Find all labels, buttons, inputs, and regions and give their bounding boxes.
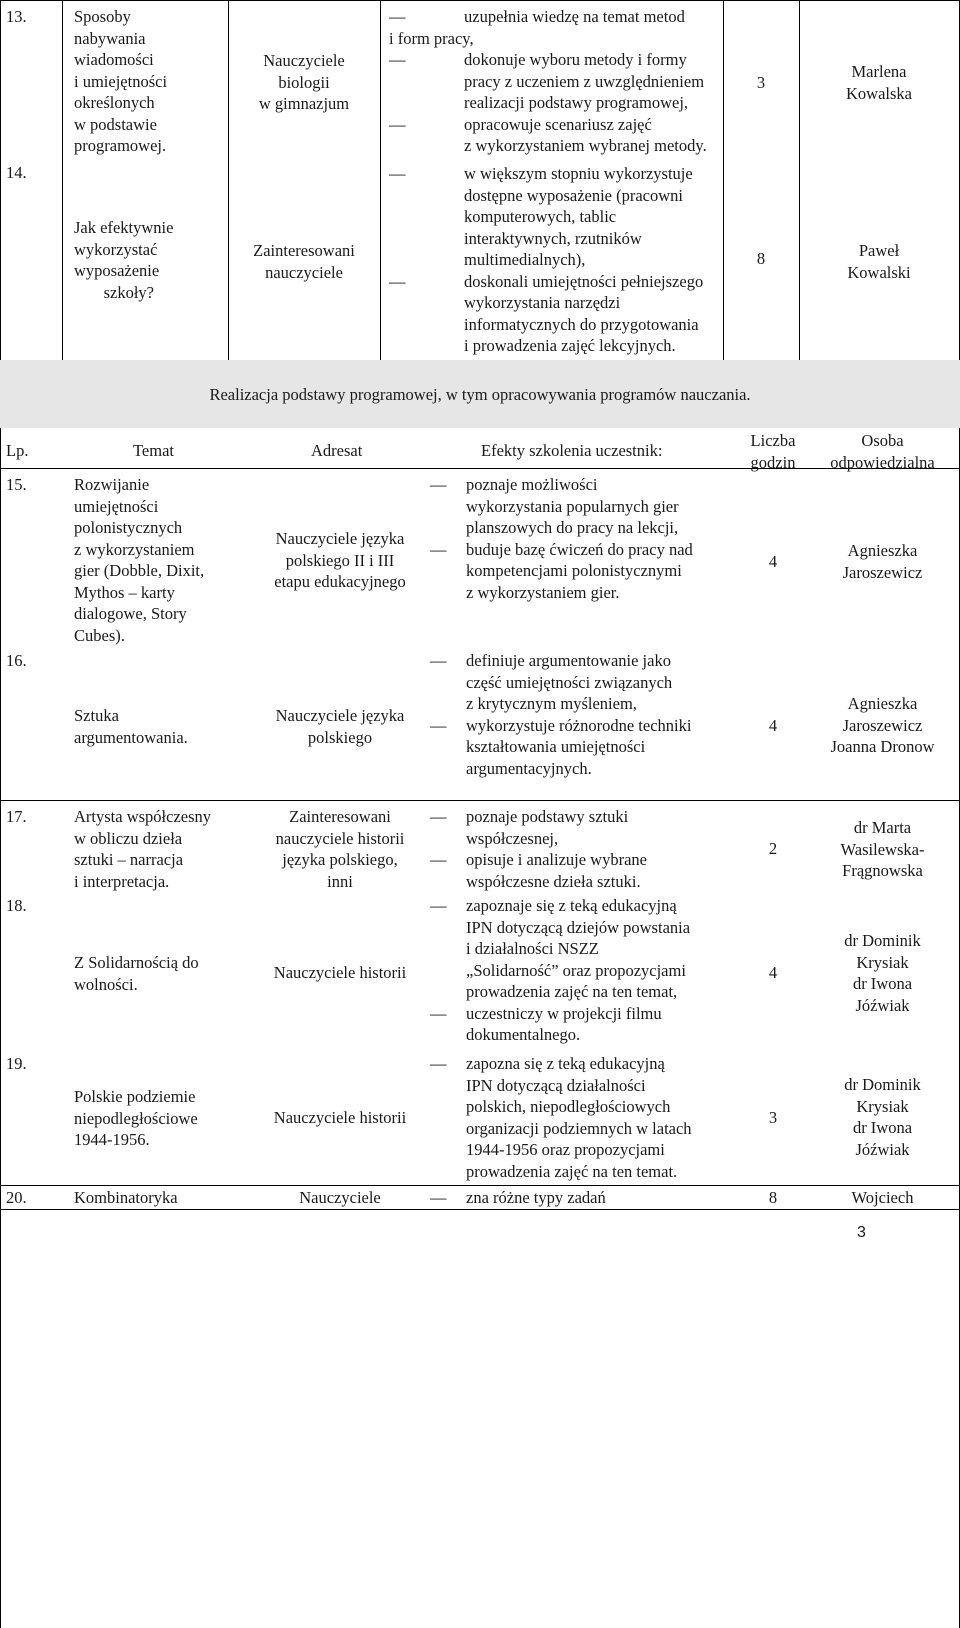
- person-cell: Paweł Kowalski: [847, 241, 911, 282]
- topic-cell: Polskie podziemie niepodległościowe 1944-1956.: [74, 1087, 198, 1149]
- hours-cell: 3: [768, 1108, 778, 1127]
- row-number: 20.: [6, 1188, 27, 1207]
- effect-item: — poznaje możliwości: [430, 474, 730, 496]
- header-topic: Temat: [133, 441, 174, 460]
- hours-cell: 4: [768, 552, 778, 571]
- page-number: 3: [857, 1224, 866, 1241]
- person-cell: dr Dominik Krysiak dr Iwona Jóźwiak: [844, 931, 921, 1015]
- topic-cell: Kombinatoryka: [74, 1188, 178, 1207]
- header-person: Osoba odpowiedzialna: [830, 431, 935, 472]
- effect-item: — w większym stopniu wykorzystuje: [389, 163, 723, 185]
- effects-cell: — poznaje podstawy sztuki współczesnej, — opisuje i analizuje wybrane współczesne dzieła sztuki.: [430, 806, 730, 892]
- effect-item: — opisuje i analizuje wybrane: [430, 849, 730, 871]
- effects-cell: — zapozna się z teką edukacyjną IPN dotyczącą działalności polskich, niepodległościowych organizacji podziemnych w latach 1944-1956 oraz propozycjami prowadzenia zajęć na ten temat.: [430, 1053, 730, 1182]
- person-cell: Agnieszka Jaroszewicz: [842, 541, 923, 582]
- effect-item: — zapoznaje się z teką edukacyjną: [430, 895, 730, 917]
- person-cell: Agnieszka Jaroszewicz Joanna Dronow: [830, 694, 935, 756]
- header-effects: Efekty szkolenia uczestnik:: [481, 441, 663, 460]
- effect-item: — zna różne typy zadań: [430, 1187, 730, 1209]
- topic-cell: Rozwijanie umiejętności polonistycznych z wykorzystaniem gier (Dobble, Dixit, Mythos – karty dialogowe, Story Cubes).: [74, 475, 205, 645]
- person-cell: dr Dominik Krysiak dr Iwona Jóźwiak: [844, 1075, 921, 1159]
- audience-cell: Nauczyciele języka polskiego II i III etapu edukacyjnego: [274, 529, 406, 591]
- person-cell: Marlena Kowalska: [846, 62, 912, 103]
- topic-cell: Sposoby nabywania wiadomości i umiejętności określonych w podstawie programowej.: [74, 7, 168, 155]
- effect-item: — buduje bazę ćwiczeń do pracy nad: [430, 539, 730, 561]
- audience-cell: Zainteresowani nauczyciele historii języka polskiego, inni: [275, 807, 405, 891]
- effect-item: — poznaje podstawy sztuki: [430, 806, 730, 828]
- hours-cell: 2: [768, 839, 778, 858]
- row-number: 13.: [6, 7, 27, 26]
- topic-cell: Sztuka argumentowania.: [74, 706, 188, 747]
- hours-cell: 8: [756, 249, 766, 268]
- effect-item: — zapozna się z teką edukacyjną: [430, 1053, 730, 1075]
- effects-cell: — w większym stopniu wykorzystuje dostępne wyposażenie (pracowni komputerowych, tablic interaktywnych, rzutników multimedialnych), — doskonali umiejętności pełniejszego wykorzystania narzędzi informatycznych do przygotowania i prowadzenia zajęć lekcyjnych.: [389, 163, 723, 357]
- effects-cell: [430, 1187, 730, 1209]
- audience-cell: Zainteresowani nauczyciele: [253, 241, 355, 282]
- topic-cell: Z Solidarnością do wolności.: [74, 953, 199, 994]
- header-lp: Lp.: [6, 441, 29, 460]
- audience-cell: Nauczyciele historii: [273, 963, 407, 982]
- audience-cell: Nauczyciele historii: [273, 1108, 407, 1127]
- row-number: 18.: [6, 896, 27, 915]
- audience-cell: Nauczyciele: [299, 1188, 381, 1207]
- effect-item: — dokonuje wyboru metody i formy: [389, 49, 723, 71]
- effects-cell: — definiuje argumentowanie jako część umiejętności związanych z krytycznym myśleniem, — wykorzystuje różnorodne techniki kształtowania umiejętności argumentacyjnych.: [430, 650, 730, 779]
- topic-cell: Jak efektywnie wykorzystać wyposażenie szkoły?: [74, 218, 174, 302]
- audience-cell: Nauczyciele biologii w gimnazjum: [258, 51, 350, 113]
- hours-cell: 4: [768, 716, 778, 735]
- effect-item: — opracowuje scenariusz zajęć: [389, 114, 723, 136]
- hours-cell: 3: [756, 73, 766, 92]
- section-title: Realizacja podstawy programowej, w tym opracowywania programów nauczania.: [209, 385, 751, 404]
- topic-cell: Artysta współczesny w obliczu dzieła sztuki – narracja i interpretacja.: [74, 807, 212, 891]
- audience-cell: Nauczyciele języka polskiego: [275, 706, 405, 747]
- effects-cell: — uzupełnia wiedzę na temat metod i form pracy, — dokonuje wyboru metody i formy pracy z uczeniem z uwzględnieniem realizacji podstawy programowej, — opracowuje scenariusz zajęć z wykorzystaniem wybranej metody.: [389, 6, 723, 157]
- hours-cell: 8: [768, 1188, 778, 1207]
- row-number: 19.: [6, 1054, 27, 1073]
- effects-cell: — zapoznaje się z teką edukacyjną IPN dotyczącą dziejów powstania i działalności NSZZ „Solidarność” oraz propozycjami prowadzenia zajęć na ten temat, — uczestniczy w projekcji filmu dokumentalnego.: [430, 895, 730, 1046]
- person-cell: Wojciech: [851, 1188, 914, 1207]
- hours-cell: 4: [768, 963, 778, 982]
- effect-item: — wykorzystuje różnorodne techniki: [430, 715, 730, 737]
- effect-item: — definiuje argumentowanie jako: [430, 650, 730, 672]
- row-number: 17.: [6, 807, 27, 826]
- row-number: 16.: [6, 651, 27, 670]
- row-number: 14.: [6, 163, 27, 182]
- row-number: 15.: [6, 475, 27, 494]
- person-cell: dr Marta Wasilewska- Frągnowska: [840, 818, 925, 880]
- effect-item: — doskonali umiejętności pełniejszego: [389, 271, 723, 293]
- effects-cell: — poznaje możliwości wykorzystania popularnych gier planszowych do pracy na lekcji, — buduje bazę ćwiczeń do pracy nad kompetencjami polonistycznymi z wykorzystaniem gier.: [430, 474, 730, 603]
- effect-item: — uczestniczy w projekcji filmu: [430, 1003, 730, 1025]
- effect-item: — uzupełnia wiedzę na temat metod: [389, 6, 723, 28]
- header-audience: Adresat: [311, 441, 363, 460]
- header-hours: Liczba godzin: [750, 431, 796, 472]
